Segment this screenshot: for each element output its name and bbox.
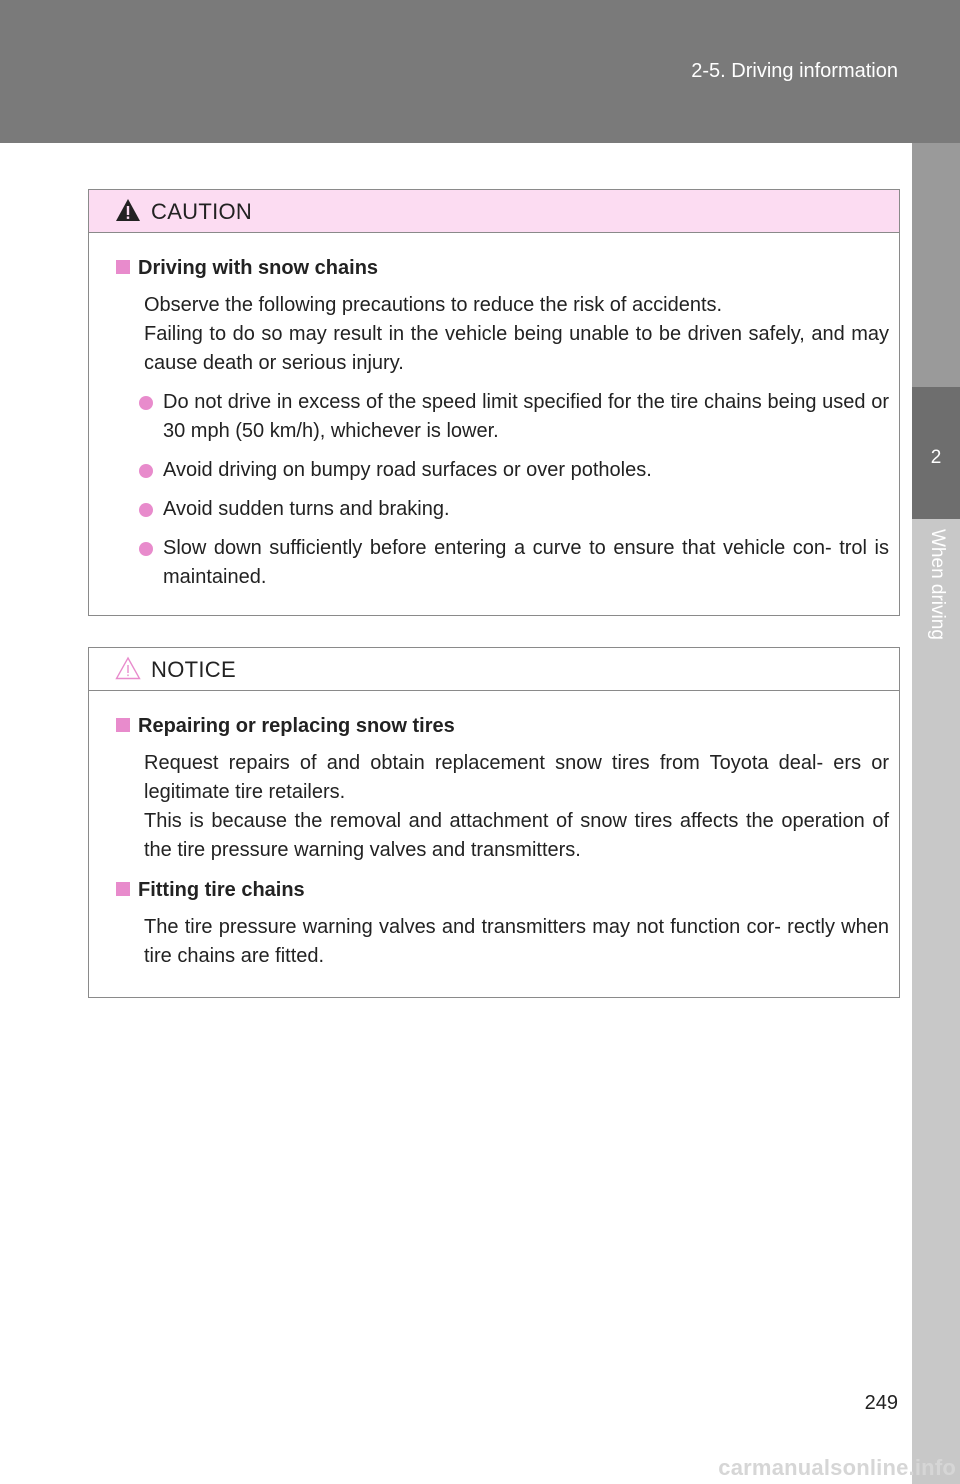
caution-bullet-list <box>116 388 889 592</box>
caution-paragraph: Failing to do so may result in the vehicle being unable to be driven safely, and may cause death or serious injury. <box>144 323 889 374</box>
bullet-item <box>137 388 889 446</box>
circle-bullet-icon <box>139 396 153 410</box>
bullet-item <box>137 534 889 592</box>
caution-paragraph: Observe the following precautions to reduce the risk of accidents. <box>144 294 723 316</box>
notice-body <box>89 691 899 995</box>
page-header <box>0 0 960 143</box>
notice-paragraph: This is because the removal and attachment of snow tires affects the operation of the tire pressure warning valves and transmitters. <box>144 810 889 861</box>
bullet-item <box>137 456 889 485</box>
square-bullet-icon <box>116 718 130 732</box>
side-tab-strip-top <box>912 143 960 387</box>
bullet-item <box>137 495 889 524</box>
notice-title: NOTICE <box>151 657 236 682</box>
watermark: carmanualsonline.info <box>718 1455 956 1480</box>
caution-box <box>88 189 900 616</box>
warning-triangle-filled-icon <box>115 197 141 223</box>
page-number: 249 <box>864 1392 898 1414</box>
notice-heading-text: Repairing or replacing snow tires <box>138 715 455 737</box>
square-bullet-icon <box>116 260 130 274</box>
circle-bullet-icon <box>139 542 153 556</box>
bullet-text: Do not drive in excess of the speed limit specified for the tire chains being used or 30 mph (50 km/h), whichever is lower. <box>163 391 889 442</box>
caution-title: CAUTION <box>151 199 253 224</box>
circle-bullet-icon <box>139 464 153 478</box>
notice-box <box>88 647 900 998</box>
circle-bullet-icon <box>139 503 153 517</box>
bullet-text: Slow down sufficiently before entering a curve to ensure that vehicle con- trol is maintained. <box>163 537 889 588</box>
notice-header <box>89 648 899 691</box>
square-bullet-icon <box>116 882 130 896</box>
notice-heading <box>116 711 889 741</box>
chapter-label: When driving <box>927 529 948 640</box>
notice-paragraph: The tire pressure warning valves and transmitters may not function cor- rectly when tire chains are fitted. <box>144 916 889 967</box>
bullet-text: Avoid sudden turns and braking. <box>163 498 450 520</box>
caution-heading <box>116 253 889 283</box>
notice-heading-text: Fitting tire chains <box>138 879 305 901</box>
caution-heading-text: Driving with snow chains <box>138 257 379 279</box>
caution-header <box>89 190 899 233</box>
side-tab-strip-bottom <box>912 519 960 1484</box>
bullet-text: Avoid driving on bumpy road surfaces or over potholes. <box>163 459 652 481</box>
notice-section <box>116 875 889 971</box>
notice-heading <box>116 875 889 905</box>
notice-section <box>116 711 889 865</box>
chapter-side-tab <box>912 143 960 1484</box>
warning-triangle-outline-icon <box>115 655 141 681</box>
caution-body <box>89 233 899 616</box>
section-title: 2-5. Driving information <box>691 60 898 82</box>
chapter-number: 2 <box>930 447 942 468</box>
notice-paragraph: Request repairs of and obtain replacement snow tires from Toyota deal- ers or legitimate tire retailers. <box>144 752 889 803</box>
